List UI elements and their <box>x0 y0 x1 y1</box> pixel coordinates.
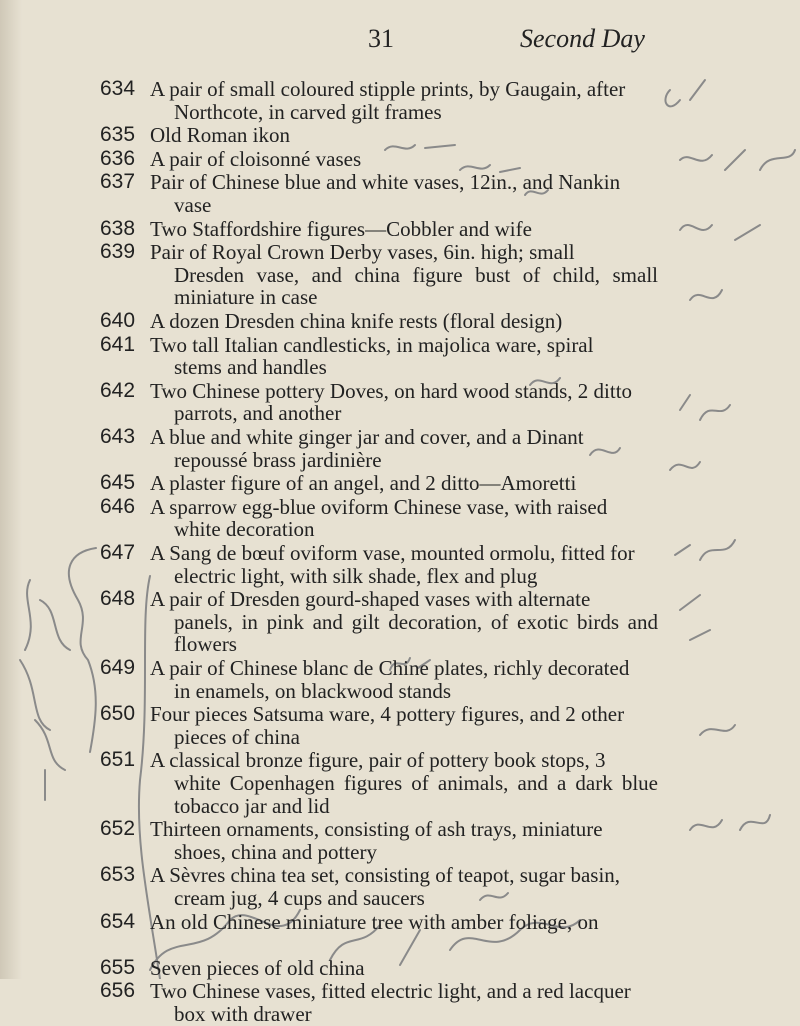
lot-description: Four pieces Satsuma ware, 4 pottery figures, and 2 other pieces of china <box>150 702 625 749</box>
lot-number: 651 <box>100 748 136 772</box>
lot-number: 648 <box>100 587 136 611</box>
lot-number: 635 <box>100 123 136 147</box>
lot-description: A dozen Dresden china knife rests (floral design) <box>150 309 563 333</box>
lot-description: Seven pieces of old china <box>150 955 365 980</box>
lot-description: Two Staffordshire figures—Cobbler and wife <box>150 216 532 241</box>
lot-description: An old Chinese miniature tree with amber foliage, on <box>150 909 599 934</box>
lot-description: Pair of Chinese blue and white vases, 12in., and Nankin vase <box>150 170 621 217</box>
lot-number: 638 <box>100 216 136 240</box>
lot-description: A blue and white ginger jar and cover, and a Dinant repoussé brass jardinière <box>150 425 584 472</box>
lot-description: A Sang de bœuf oviform vase, mounted ormolu, fitted for electric light, with silk shade, flex and plug <box>150 541 635 588</box>
lot-number: 637 <box>100 170 136 194</box>
lot-number: 647 <box>100 541 136 564</box>
lot-number: 641 <box>100 332 136 356</box>
lot-number: 639 <box>100 240 136 264</box>
lot-description: A plaster figure of an angel, and 2 ditto—Amoretti <box>150 471 577 496</box>
lot-number: 636 <box>100 146 136 170</box>
lot-number: 652 <box>100 817 136 841</box>
lot-number: 656 <box>100 979 136 1003</box>
page-header <box>0 24 800 58</box>
lot-number: 646 <box>100 494 136 518</box>
lot-description: A pair of Chinese blanc de Chine plates, richly decorated in enamels, on blackwood stands <box>150 656 630 703</box>
lot-description: A classical bronze figure, pair of pottery book stops, 3 white Copenhagen figures of animals, and a dark blue tobacco jar and lid <box>150 748 658 818</box>
lot-number: 642 <box>100 378 136 402</box>
lot-description: A pair of cloisonné vases <box>150 146 362 171</box>
lot-description: Two Chinese pottery Doves, on hard wood stands, 2 ditto parrots, and another <box>150 378 633 426</box>
page-number: 31 <box>368 24 394 53</box>
lot-number: 650 <box>100 702 136 726</box>
lot-description: A pair of small coloured stipple prints, by Gaugain, after Northcote, in carved gilt frames <box>150 77 626 124</box>
lot-description: A pair of Dresden gourd-shaped vases with alternate panels, in pink and gilt decoration, of exotic birds and flowers <box>150 587 658 657</box>
lot-description: Old Roman ikon <box>150 123 290 148</box>
lot-number: 634 <box>100 77 136 100</box>
lot-description: A Sèvres china tea set, consisting of teapot, sugar basin, cream jug, 4 cups and saucers <box>150 863 621 910</box>
lot-description: Two Chinese vases, fitted electric light, and a red lacquer box with drawer <box>150 979 631 1026</box>
lot-number: 645 <box>100 471 136 495</box>
lot-number: 640 <box>100 309 136 332</box>
running-head: Second Day <box>520 24 645 53</box>
lot-number: 654 <box>100 909 136 933</box>
lot-description: Thirteen ornaments, consisting of ash trays, miniature shoes, china and pottery <box>150 817 603 864</box>
lot-description: Pair of Royal Crown Derby vases, 6in. high; small Dresden vase, and china figure bust of child, small miniature in case <box>150 240 658 310</box>
lot-number: 649 <box>100 656 136 679</box>
lot-number: 655 <box>100 955 136 979</box>
lot-description: A sparrow egg-blue oviform Chinese vase, with raised white decoration <box>150 494 608 542</box>
lot-number: 653 <box>100 863 136 887</box>
lot-number: 643 <box>100 425 136 448</box>
lot-description: Two tall Italian candlesticks, in majolica ware, spiral stems and handles <box>150 332 594 380</box>
